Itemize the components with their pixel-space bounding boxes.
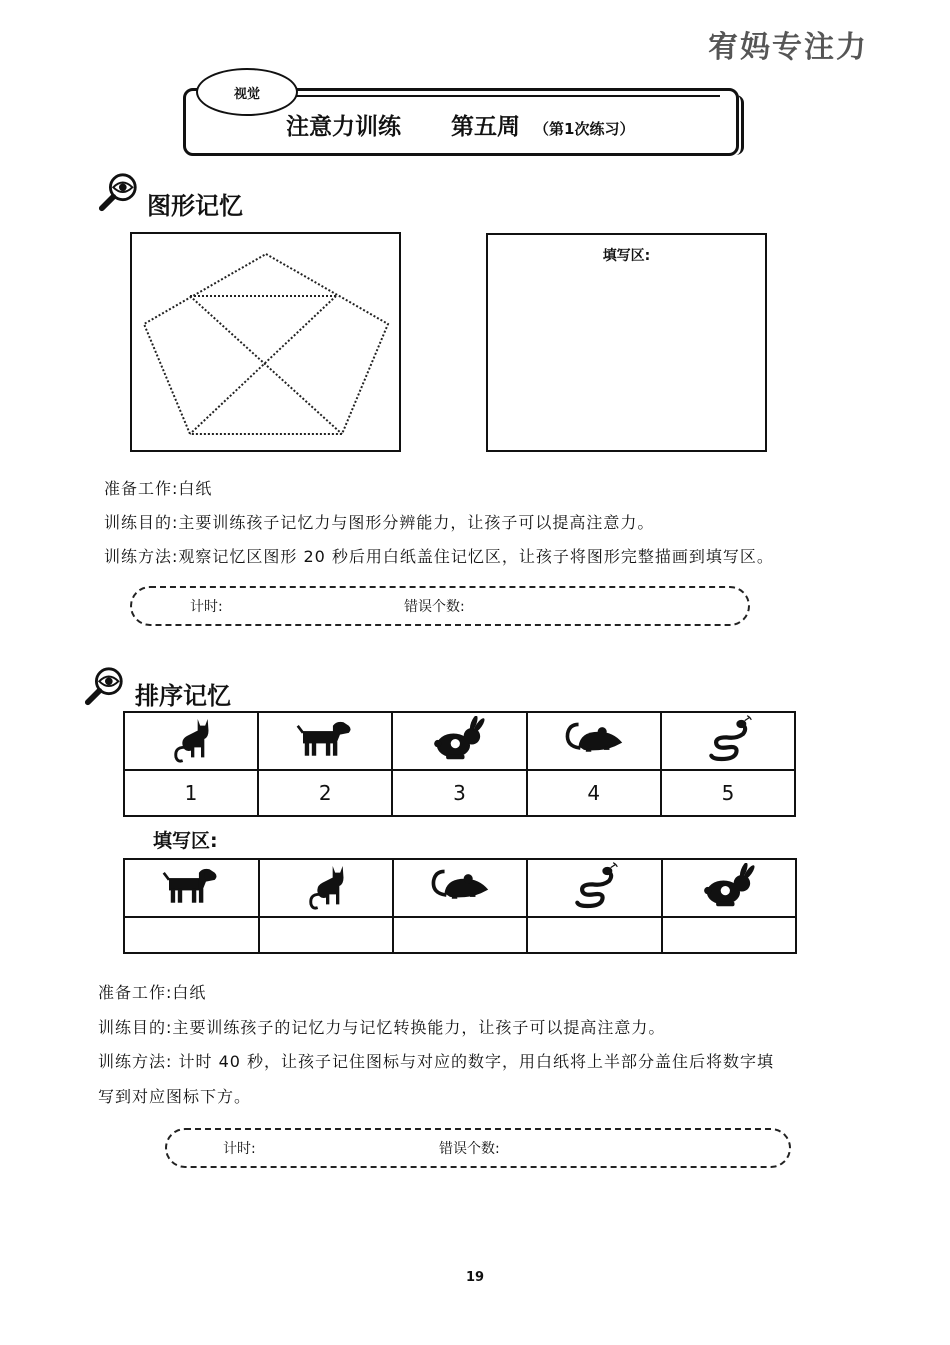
mouse-icon	[428, 866, 492, 906]
fill-answer-row	[124, 917, 796, 953]
cat-icon	[166, 714, 216, 764]
section2-title: 排序记忆	[135, 682, 231, 710]
memory-area	[130, 232, 401, 452]
memory-cell	[124, 712, 258, 770]
section1-goal: 训练目的:主要训练孩子记忆力与图形分辨能力，让孩子可以提高注意力。	[104, 513, 655, 532]
answer-cell[interactable]	[527, 917, 661, 953]
memory-cell	[527, 712, 661, 770]
memory-number: 2	[258, 770, 392, 816]
page-number: 19	[465, 1270, 485, 1285]
rabbit-icon	[431, 716, 487, 762]
drawing-fill-area[interactable]	[486, 233, 767, 452]
brand-title: 宥妈专注力	[708, 30, 868, 65]
section2-goal: 训练目的:主要训练孩子的记忆力与记忆转换能力，让孩子可以提高注意力。	[98, 1018, 666, 1037]
title-text: 注意力训练	[286, 114, 401, 140]
fill-cell	[259, 859, 393, 917]
memory-table	[123, 711, 796, 817]
magnifier-eye-icon	[84, 666, 126, 708]
section2-method-line1: 训练方法: 计时 40 秒，让孩子记住图标与对应的数字，用白纸将上半部分盖住后将数字填	[98, 1052, 775, 1071]
memory-number: 1	[124, 770, 258, 816]
pentagon-diagonal-right	[190, 296, 336, 434]
timer-label: 计时:	[190, 599, 223, 615]
magnifier-eye-icon	[98, 172, 140, 214]
title-session: （第1次练习）	[534, 120, 635, 138]
header-top-line	[290, 95, 720, 97]
memory-icon-row	[124, 712, 795, 770]
page-title	[286, 108, 635, 141]
fill-cell	[124, 859, 259, 917]
memory-number: 5	[661, 770, 795, 816]
section1-title: 图形记忆	[147, 192, 243, 220]
errors-label: 错误个数:	[404, 599, 465, 615]
snake-icon	[569, 861, 619, 911]
rabbit-icon	[701, 863, 757, 909]
section2-method-line2: 写到对应图标下方。	[98, 1087, 252, 1106]
answer-cell[interactable]	[393, 917, 528, 953]
answer-cell[interactable]	[662, 917, 796, 953]
errors-label: 错误个数:	[439, 1141, 500, 1157]
answer-cell[interactable]	[124, 917, 259, 953]
cat-icon	[301, 861, 351, 911]
dog-icon	[294, 717, 356, 761]
snake-icon	[703, 714, 753, 764]
memory-number: 3	[392, 770, 526, 816]
memory-cell	[258, 712, 392, 770]
fill-icon-row	[124, 859, 796, 917]
pentagon-outline	[144, 254, 388, 434]
section2-record-bar	[165, 1128, 791, 1168]
section1-record-bar	[130, 586, 750, 626]
answer-cell[interactable]	[259, 917, 393, 953]
section1-prep: 准备工作:白纸	[104, 479, 213, 498]
section2-fill-label: 填写区:	[153, 830, 218, 852]
fill-cell	[393, 859, 528, 917]
fill-cell	[527, 859, 661, 917]
fill-table	[123, 858, 797, 954]
pentagon-figure	[132, 234, 399, 450]
mouse-icon	[562, 719, 626, 759]
dog-icon	[160, 864, 222, 908]
pentagon-diagonal-left	[190, 296, 342, 434]
memory-number-row	[124, 770, 795, 816]
fill-cell	[662, 859, 796, 917]
memory-cell	[392, 712, 526, 770]
memory-number: 4	[527, 770, 661, 816]
fill-area-label: 填写区:	[602, 248, 651, 264]
header-badge: 视觉	[196, 68, 298, 116]
section2-prep: 准备工作:白纸	[98, 983, 207, 1002]
timer-label: 计时:	[223, 1141, 256, 1157]
section1-method: 训练方法:观察记忆区图形 20 秒后用白纸盖住记忆区，让孩子将图形完整描画到填写区。	[104, 547, 774, 566]
title-week: 第五周	[451, 114, 521, 140]
memory-cell	[661, 712, 795, 770]
